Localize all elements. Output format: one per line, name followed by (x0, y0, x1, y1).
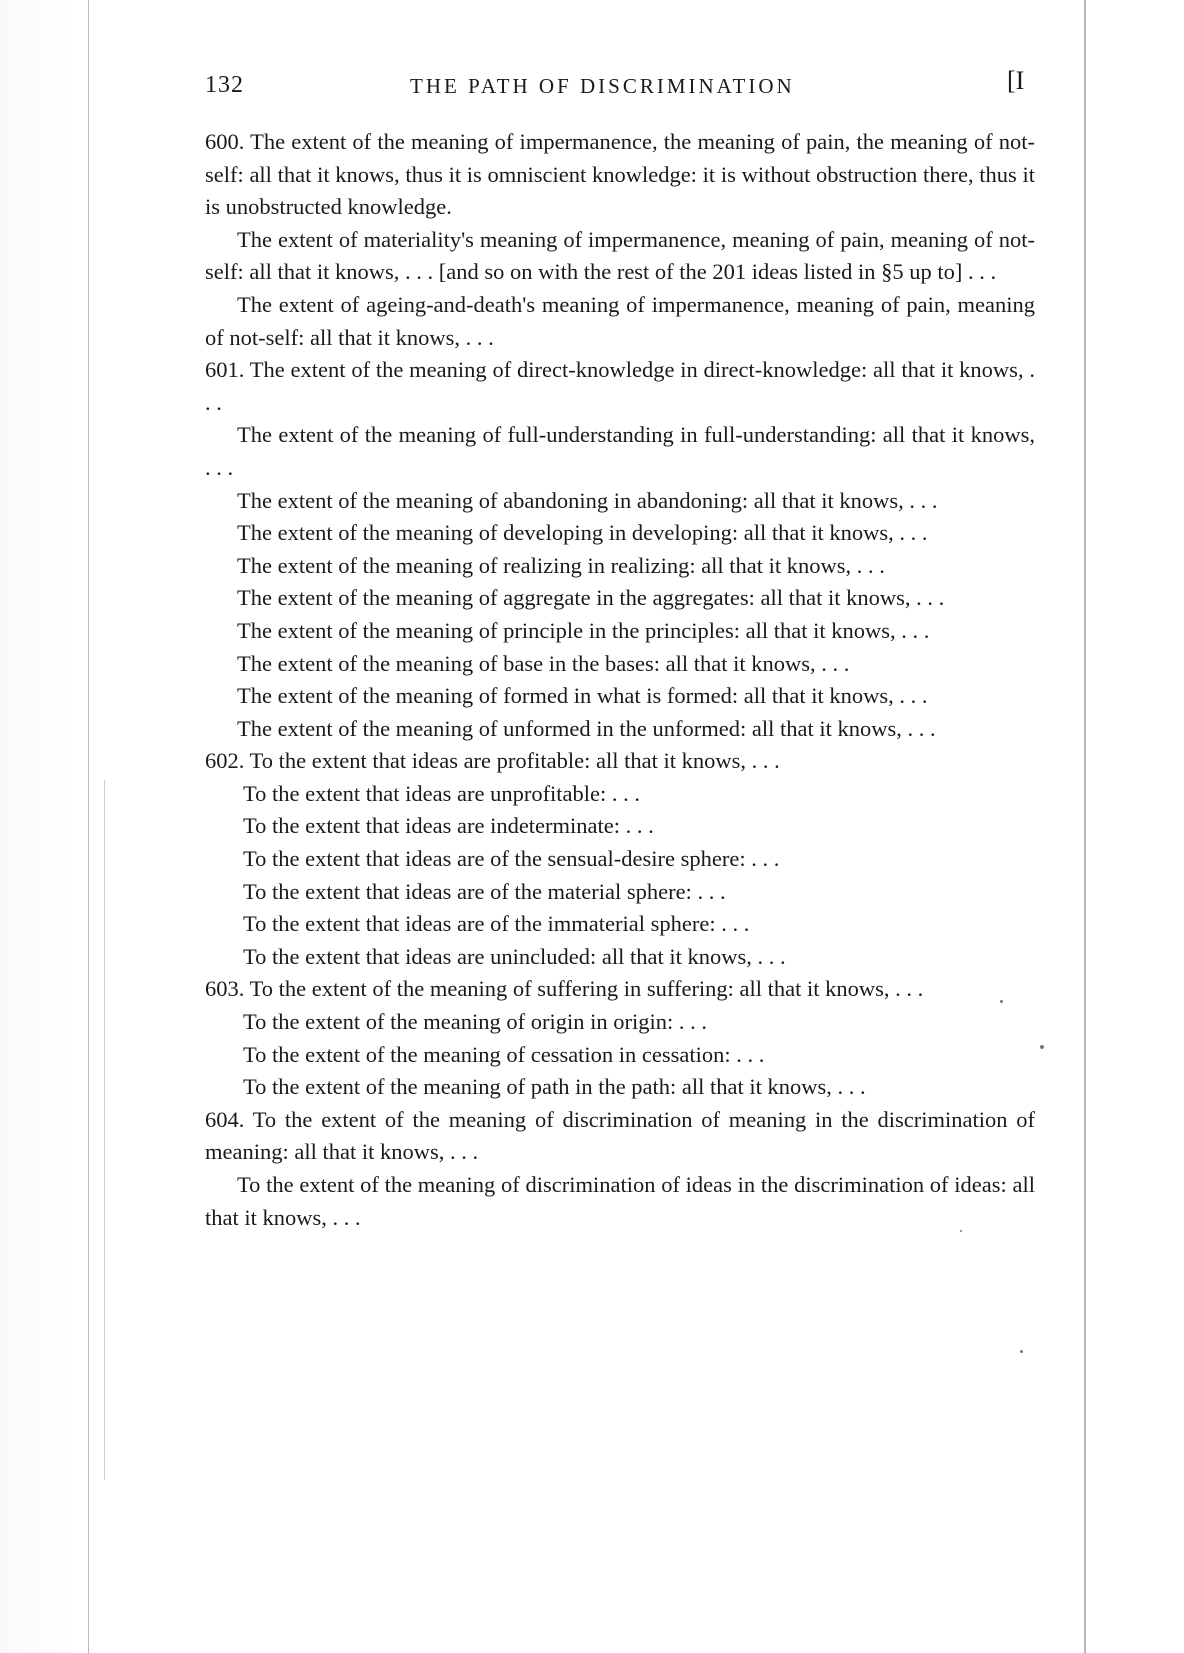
paragraph-602: 602. To the extent that ideas are profitable: all that it knows, . . . (205, 748, 780, 774)
scan-right-edge (1084, 0, 1086, 1653)
paragraph: To the extent that ideas are unincluded: all that it knows, . . . (243, 943, 786, 969)
paragraph: The extent of ageing-and-death's meaning of impermanence, meaning of pain, meaning of not-self: all that it knows, . . . (205, 291, 1035, 350)
paragraph: The extent of the meaning of aggregate in the aggregates: all that it knows, . . . (237, 585, 945, 611)
scan-speck (1000, 1000, 1003, 1003)
binding-line (88, 0, 89, 1653)
paragraph: To the extent of the meaning of path in the path: all that it knows, . . . (243, 1074, 866, 1100)
page-header (205, 66, 1085, 106)
paragraph: To the extent that ideas are unprofitable: . . . (243, 780, 641, 806)
paragraph: The extent of the meaning of unformed in the unformed: all that it knows, . . . (237, 715, 936, 741)
paragraph: The extent of the meaning of principle in the principles: all that it knows, . . . (237, 617, 930, 643)
running-title: THE PATH OF DISCRIMINATION (410, 74, 795, 98)
paragraph: To the extent that ideas are indeterminate: . . . (243, 813, 654, 839)
chapter-bracket: [I (1007, 66, 1025, 95)
paragraph: To the extent of the meaning of discrimination of ideas in the discrimination of ideas: all that it knows, . . . (205, 1172, 1035, 1230)
paragraph: To the extent of the meaning of origin in origin: . . . (243, 1009, 707, 1035)
body-text (205, 126, 1035, 1234)
paragraph: The extent of the meaning of realizing in realizing: all that it knows, . . . (237, 552, 885, 578)
paragraph: The extent of materiality's meaning of impermanence, meaning of pain, meaning of not-self: all that it knows, . . . [and so on with the rest of the 201 ideas listed in §5 up to] . . . (205, 226, 1035, 285)
scan-left-margin (0, 0, 130, 1653)
scan-speck (960, 1230, 962, 1232)
paragraph: The extent of the meaning of abandoning in abandoning: all that it knows, . . . (237, 487, 938, 513)
paragraph: To the extent that ideas are of the immaterial sphere: . . . (243, 911, 750, 937)
paragraph-600: 600. The extent of the meaning of impermanence, the meaning of pain, the meaning of not-self: all that it knows, thus it is omniscient knowledge: it is without obstruction there, thus it is unobstructed knowledge. (205, 129, 1035, 220)
paragraph-604: 604. To the extent of the meaning of discrimination of meaning in the discrimination of meaning: all that it knows, . . . (205, 1106, 1035, 1165)
paragraph: The extent of the meaning of formed in what is formed: all that it knows, . . . (237, 683, 928, 709)
paragraph: The extent of the meaning of full-understanding in full-understanding: all that it knows, . . . (205, 422, 1035, 480)
binding-shadow (104, 780, 105, 1480)
paragraph-601: 601. The extent of the meaning of direct-knowledge in direct-knowledge: all that it knows, . . . (205, 357, 1035, 415)
paragraph: To the extent that ideas are of the material sphere: . . . (243, 878, 726, 904)
scan-speck (1020, 1350, 1023, 1353)
paragraph: The extent of the meaning of developing in developing: all that it knows, . . . (237, 520, 928, 546)
paragraph: To the extent that ideas are of the sensual-desire sphere: . . . (243, 846, 780, 872)
paragraph-603: 603. To the extent of the meaning of suffering in suffering: all that it knows, . . . (205, 976, 924, 1002)
scan-speck (1040, 1045, 1044, 1049)
page-number: 132 (205, 72, 244, 98)
paragraph: To the extent of the meaning of cessation in cessation: . . . (243, 1041, 765, 1067)
paragraph: The extent of the meaning of base in the bases: all that it knows, . . . (237, 650, 850, 676)
